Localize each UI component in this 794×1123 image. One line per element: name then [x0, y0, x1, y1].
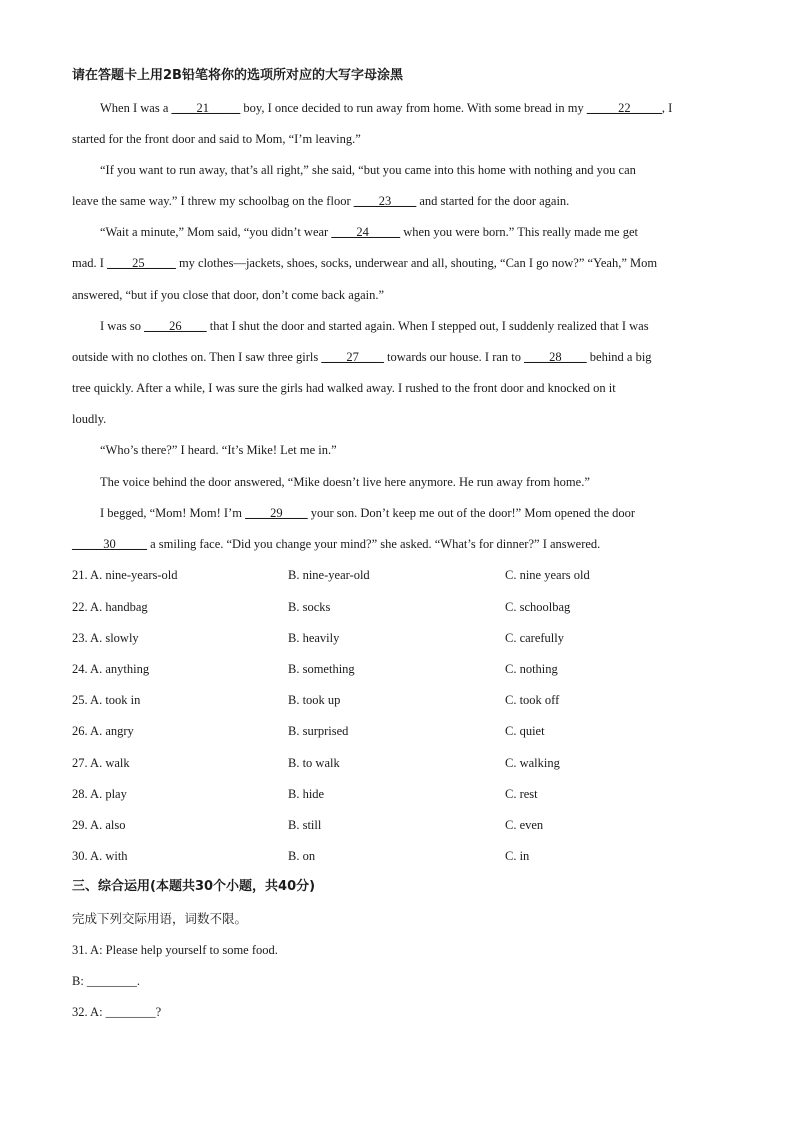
option-a: 21. A. nine-years-old: [72, 568, 178, 582]
option-b: B. took up: [288, 693, 341, 707]
option-c: C. quiet: [505, 724, 545, 738]
blank-26: ____26____: [144, 319, 207, 333]
option-b: B. something: [288, 662, 355, 676]
blank-29: ____29____: [245, 506, 308, 520]
passage-line: “Wait a minute,” Mom said, “you didn’t wear ____24_____ when you were born.” This really made me get: [100, 225, 638, 239]
section-instruction: 完成下列交际用语，词数不限。: [72, 912, 248, 926]
option-a: 23. A. slowly: [72, 631, 139, 645]
passage-line: “If you want to run away, that’s all right,” she said, “but you came into this home with nothing and you can: [100, 163, 636, 177]
option-b: B. still: [288, 818, 322, 832]
option-b: B. socks: [288, 600, 331, 614]
option-b: B. on: [288, 849, 316, 863]
option-a: 30. A. with: [72, 849, 128, 863]
passage-line: tree quickly. After a while, I was sure the girls had walked away. I rushed to the front door and knocked on it: [72, 381, 616, 395]
option-a: 26. A. angry: [72, 724, 134, 738]
instruction-text: 请在答题卡上用2B铅笔将你的选项所对应的大写字母涂黑: [72, 68, 403, 83]
question-32-a: 32. A: ________?: [72, 1005, 162, 1019]
passage-line: _____30_____ a smiling face. “Did you change your mind?” she asked. “What’s for dinner?” I answered.: [72, 537, 601, 551]
passage-line: The voice behind the door answered, “Mike doesn’t live here anymore. He run away from home.”: [100, 475, 590, 489]
option-c: C. took off: [505, 693, 560, 707]
passage-line: “Who’s there?” I heard. “It’s Mike! Let me in.”: [100, 443, 337, 457]
option-b: B. to walk: [288, 756, 340, 770]
passage-line: leave the same way.” I threw my schoolbag on the floor ____23____ and started for the door again.: [72, 194, 570, 208]
option-b: B. surprised: [288, 724, 349, 738]
section-heading: 三、综合运用(本题共30个小题，共40分): [72, 879, 316, 894]
option-a: 28. A. play: [72, 787, 127, 801]
passage-line: I begged, “Mom! Mom! I’m ____29____ your son. Don’t keep me out of the door!” Mom opened the door: [100, 506, 636, 520]
option-c: C. rest: [505, 787, 538, 801]
option-a: 22. A. handbag: [72, 600, 148, 614]
blank-21: ____21_____: [171, 101, 241, 115]
option-c: C. even: [505, 818, 544, 832]
blank-24: ____24_____: [331, 225, 401, 239]
passage-line: loudly.: [72, 412, 107, 426]
option-a: 24. A. anything: [72, 662, 150, 676]
blank-22: _____22_____: [586, 101, 662, 115]
blank-23: ____23____: [353, 194, 417, 208]
option-c: C. walking: [505, 756, 560, 770]
option-b: B. nine-year-old: [288, 568, 370, 582]
option-a: 29. A. also: [72, 818, 126, 832]
question-31-b: B: ________.: [72, 974, 141, 988]
blank-25: ____25_____: [107, 256, 176, 270]
question-31-a: 31. A: Please help yourself to some food.: [72, 943, 278, 957]
blank-28: ____28____: [524, 350, 587, 364]
passage-line: I was so ____26____ that I shut the door and started again. When I stepped out, I suddenly realized that I was: [100, 319, 649, 333]
passage-line: When I was a ____21_____ boy, I once decided to run away from home. With some bread in my _____22_____, I: [100, 101, 673, 115]
option-c: C. nothing: [505, 662, 558, 676]
option-c: C. in: [505, 849, 530, 863]
option-c: C. schoolbag: [505, 600, 571, 614]
blank-30: _____30_____: [72, 537, 147, 551]
option-b: B. hide: [288, 787, 325, 801]
blank-27: ____27____: [321, 350, 384, 364]
option-b: B. heavily: [288, 631, 340, 645]
option-a: 27. A. walk: [72, 756, 130, 770]
passage-line: started for the front door and said to Mom, “I’m leaving.”: [72, 132, 361, 146]
passage-line: answered, “but if you close that door, don’t come back again.”: [72, 288, 385, 302]
option-a: 25. A. took in: [72, 693, 141, 707]
passage-line: mad. I ____25_____ my clothes—jackets, shoes, socks, underwear and all, shouting, “Can I go now?” “Yeah,” Mom: [72, 256, 658, 270]
passage-line: outside with no clothes on. Then I saw three girls ____27____ towards our house. I ran to ____28____ behind a big: [72, 350, 652, 364]
option-c: C. nine years old: [505, 568, 590, 582]
option-c: C. carefully: [505, 631, 565, 645]
